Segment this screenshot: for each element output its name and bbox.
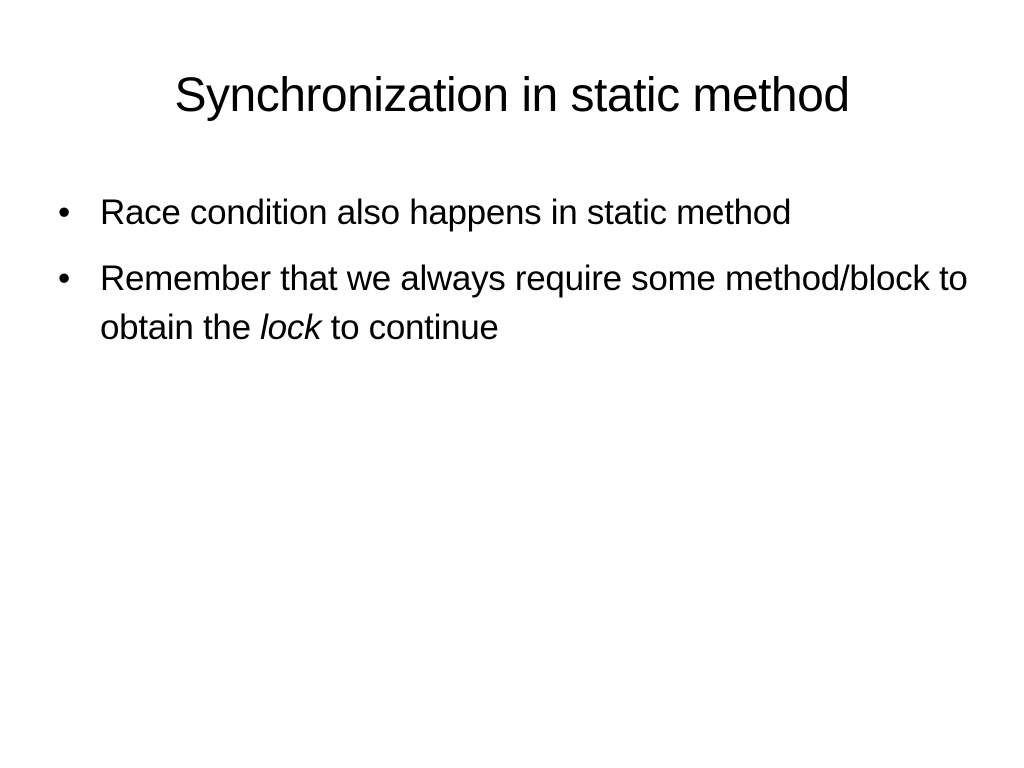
slide-title: Synchronization in static method — [174, 69, 850, 122]
bullet-text — [100, 254, 978, 352]
bullet-marker: • — [58, 193, 70, 232]
bullet-item-lock-requirement — [58, 254, 978, 352]
bullet-item-race-condition — [58, 188, 978, 237]
bullet-text-emphasis: lock — [260, 308, 322, 347]
bullet-text-before: Remember that we always require some method/block to obtain the — [100, 259, 968, 347]
bullet-text: Race condition also happens in static method — [100, 193, 792, 232]
bullet-marker: • — [58, 259, 70, 298]
bullet-text-after: to continue — [321, 308, 499, 347]
bullet-list — [58, 188, 978, 369]
